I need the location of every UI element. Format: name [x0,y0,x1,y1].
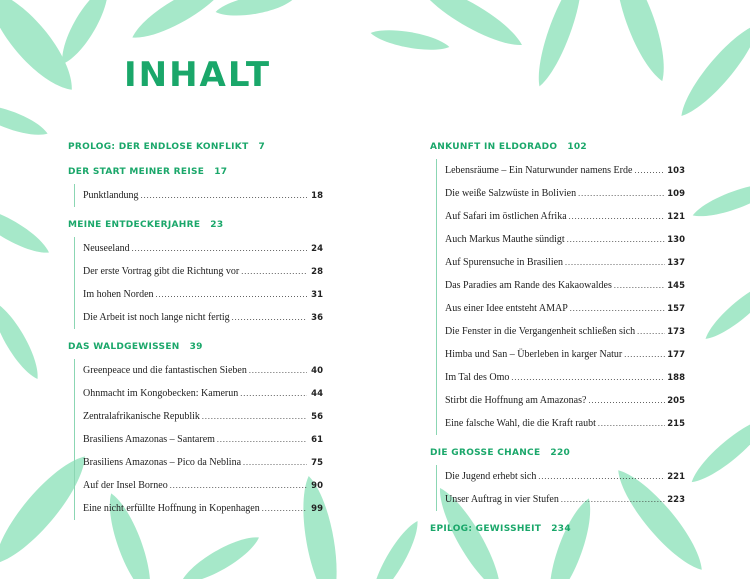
toc-entry-list [74,237,323,329]
dot-leader [240,382,307,405]
toc-entry[interactable] [437,488,685,511]
toc-entry[interactable] [75,474,323,497]
entry-title: Ohnmacht im Kongobecken: Kamerun [83,388,239,399]
dot-leader [241,260,307,283]
entry-title: Stirbt die Hoffnung am Amazonas? [445,395,587,406]
entry-page-number: 61 [311,435,323,445]
toc-right-column [430,140,685,536]
toc-section-heading[interactable] [430,446,685,460]
toc-entry[interactable] [437,320,685,343]
toc-entry[interactable] [437,343,685,366]
toc-entry[interactable] [75,428,323,451]
section-page-number: 234 [551,524,571,534]
entry-page-number: 188 [667,373,685,383]
section-title: PROLOG: DER ENDLOSE KONFLIKT [68,142,249,152]
toc-section-heading[interactable] [68,340,323,354]
entry-page-number: 205 [667,396,685,406]
section-title: EPILOG: GEWISSHEIT [430,524,542,534]
entry-title: Unser Auftrag in vier Stufen [445,494,559,505]
section-page-number: 102 [567,142,587,152]
section-page-number: 220 [550,448,571,458]
dot-leader [578,182,665,205]
toc-section-heading[interactable] [430,522,685,536]
page-title: INHALT [124,55,272,95]
toc-entry[interactable] [75,497,323,520]
entry-page-number: 36 [311,313,323,323]
entry-title: Brasiliens Amazonas – Pico da Neblina [83,457,242,468]
dot-leader [156,283,307,306]
toc-entry-list [74,359,323,520]
dot-leader [217,428,307,451]
toc-entry[interactable] [75,237,323,260]
dot-leader [132,237,307,260]
dot-leader [202,405,307,428]
entry-page-number: 18 [311,191,323,201]
toc-entry[interactable] [437,182,685,205]
toc-entry[interactable] [437,251,685,274]
entry-page-number: 99 [311,504,323,514]
dot-leader [262,497,307,520]
section-page-number: 39 [189,342,203,352]
section-title: DAS WALDGEWISSEN [68,342,180,352]
entry-title: Punktlandung [83,190,139,201]
entry-title: Der erste Vortrag gibt die Richtung vor [83,266,240,277]
entry-title: Im hohen Norden [83,289,154,300]
toc-entry[interactable] [75,405,323,428]
toc-entry[interactable] [437,297,685,320]
dot-leader [249,359,307,382]
toc-entry[interactable] [437,228,685,251]
section-title: ANKUNFT IN ELDORADO [430,142,558,152]
dot-leader [141,184,307,207]
entry-page-number: 215 [667,419,685,429]
entry-title: Auf der Insel Borneo [83,480,168,491]
dot-leader [511,366,665,389]
entry-page-number: 145 [667,281,685,291]
entry-title: Die weiße Salzwüste in Bolivien [445,188,577,199]
dot-leader [614,274,665,297]
toc-entry-list [436,159,685,435]
entry-page-number: 157 [667,304,685,314]
entry-title: Auch Markus Mauthe sündigt [445,234,565,245]
dot-leader [567,228,666,251]
dot-leader [232,306,307,329]
entry-title: Die Fenster in die Vergangenheit schließen sich [445,326,636,337]
dot-leader [634,159,665,182]
entry-page-number: 24 [311,244,323,254]
toc-section-heading[interactable] [68,140,323,154]
toc-entry[interactable] [75,184,323,207]
dot-leader [569,205,666,228]
entry-page-number: 130 [667,235,685,245]
entry-page-number: 28 [311,267,323,277]
entry-page-number: 90 [311,481,323,491]
toc-entry[interactable] [75,283,323,306]
entry-page-number: 223 [667,495,685,505]
toc-entry[interactable] [75,260,323,283]
entry-page-number: 109 [667,189,685,199]
toc-entry[interactable] [437,389,685,412]
entry-title: Eine nicht erfüllte Hoffnung in Kopenhagen [83,503,260,514]
toc-entry[interactable] [75,451,323,474]
entry-title: Auf Spurensuche in Brasilien [445,257,564,268]
entry-page-number: 177 [667,350,685,360]
toc-entry-list [74,184,323,207]
dot-leader [538,465,665,488]
entry-page-number: 173 [667,327,685,337]
toc-entry[interactable] [437,366,685,389]
entry-title: Aus einer Idee entsteht AMAP [445,303,568,314]
section-title: DER START MEINER REISE [68,167,205,177]
entry-page-number: 103 [667,166,685,176]
toc-section-heading[interactable] [68,165,323,179]
toc-section-heading[interactable] [68,218,323,232]
entry-page-number: 56 [311,412,323,422]
dot-leader [570,297,665,320]
toc-entry[interactable] [75,359,323,382]
entry-title: Auf Safari im östlichen Afrika [445,211,567,222]
toc-entry[interactable] [437,274,685,297]
dot-leader [598,412,665,435]
entry-page-number: 31 [311,290,323,300]
section-page-number: 17 [214,167,228,177]
section-title: MEINE ENTDECKERJAHRE [68,220,201,230]
entry-title: Greenpeace und die fantastischen Sieben [83,365,247,376]
entry-title: Die Arbeit ist noch lange nicht fertig [83,312,230,323]
entry-title: Eine falsche Wahl, die die Kraft raubt [445,418,596,429]
toc-entry[interactable] [75,306,323,329]
toc-entry[interactable] [437,159,685,182]
entry-page-number: 40 [311,366,323,376]
entry-page-number: 44 [311,389,323,399]
toc-entry[interactable] [437,412,685,435]
dot-leader [170,474,307,497]
toc-entry[interactable] [437,465,685,488]
dot-leader [565,251,665,274]
entry-page-number: 75 [311,458,323,468]
entry-title: Neuseeland [83,243,130,254]
dot-leader [637,320,665,343]
entry-page-number: 121 [667,212,685,222]
toc-entry-list [436,465,685,511]
dot-leader [243,451,307,474]
entry-title: Die Jugend erhebt sich [445,471,537,482]
dot-leader [624,343,665,366]
entry-title: Im Tal des Omo [445,372,510,383]
section-page-number: 23 [210,220,224,230]
toc-entry[interactable] [437,205,685,228]
dot-leader [588,389,665,412]
section-title: DIE GROSSE CHANCE [430,448,541,458]
entry-title: Brasiliens Amazonas – Santarem [83,434,215,445]
section-page-number: 7 [258,142,266,152]
entry-title: Das Paradies am Rande des Kakaowaldes [445,280,612,291]
entry-page-number: 137 [667,258,685,268]
toc-left-column [68,140,323,522]
entry-page-number: 221 [667,472,685,482]
entry-title: Lebensräume – Ein Naturwunder namens Erde [445,165,633,176]
dot-leader [561,488,665,511]
entry-title: Himba und San – Überleben in karger Natur [445,349,623,360]
toc-entry[interactable] [75,382,323,405]
entry-title: Zentralafrikanische Republik [83,411,200,422]
toc-section-heading[interactable] [430,140,685,154]
